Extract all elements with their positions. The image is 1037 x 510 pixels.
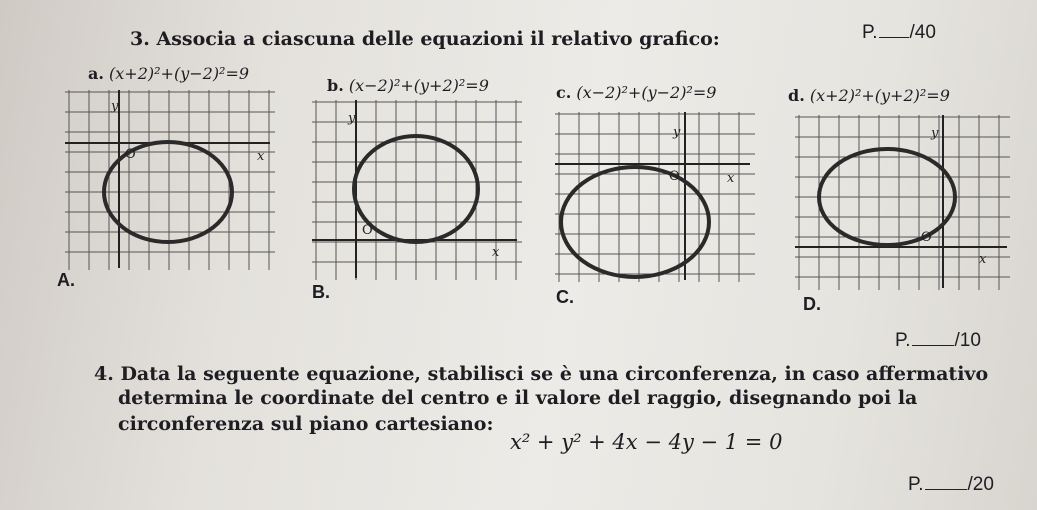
- equation-expr: (x−2)²+(y−2)²=9: [576, 83, 717, 102]
- score-prefix: P.: [862, 22, 878, 43]
- axis-label-y: y: [931, 126, 939, 141]
- q3-title: 3. Associa a ciascuna delle equazioni il relativo grafico:: [130, 28, 720, 50]
- equation-expr: (x−2)²+(y+2)²=9: [348, 76, 489, 95]
- origin-label: O: [362, 223, 373, 238]
- graph-letter-a: A.: [57, 270, 75, 290]
- q4-equation: x² + y² + 4x − 4y − 1 = 0: [510, 430, 783, 454]
- equation-c: [556, 83, 716, 102]
- axis-label-y: y: [348, 111, 356, 126]
- axis-label-y: y: [111, 99, 119, 114]
- graph-letter-c: C.: [556, 287, 574, 307]
- equation-expr: (x+2)²+(y−2)²=9: [109, 64, 250, 83]
- origin-label: O: [669, 169, 680, 184]
- grid-lines: [312, 100, 522, 280]
- axis-label-x: x: [979, 252, 987, 267]
- graph-c: [555, 112, 755, 282]
- grid-lines: [555, 112, 755, 282]
- axis-label-x: x: [492, 245, 500, 260]
- q4-line2: determina le coordinate del centro e il valore del raggio, disegnando poi la: [118, 387, 918, 409]
- score-q3: [862, 22, 936, 44]
- score-prefix: P.: [895, 330, 911, 351]
- axis-label-y: y: [673, 125, 681, 140]
- equation-label: d.: [788, 86, 805, 105]
- score-q5: [908, 474, 994, 496]
- score-blank: [879, 37, 909, 38]
- origin-label: O: [921, 230, 932, 245]
- graph-letter-b: B.: [312, 282, 330, 302]
- graph-a: [65, 90, 275, 270]
- score-total: /10: [954, 330, 981, 351]
- axis-label-x: x: [727, 171, 735, 186]
- q4-line3: circonferenza sul piano cartesiano:: [118, 413, 494, 435]
- axis-label-x: x: [257, 149, 265, 164]
- equation-expr: (x+2)²+(y+2)²=9: [809, 86, 950, 105]
- equation-label: b.: [327, 76, 344, 95]
- equation-d: [788, 86, 950, 105]
- circle: [561, 167, 709, 277]
- equation-b: [327, 76, 489, 95]
- origin-label: O: [125, 147, 136, 162]
- score-q4: [895, 330, 981, 352]
- score-total: /40: [909, 22, 936, 43]
- graph-d: [795, 115, 1010, 290]
- score-blank: [925, 489, 967, 490]
- equation-label: a.: [88, 64, 104, 83]
- score-total: /20: [967, 474, 994, 495]
- graph-letter-d: D.: [803, 294, 821, 314]
- graph-b: [312, 100, 522, 280]
- score-prefix: P.: [908, 474, 924, 495]
- q4-line1: 4. Data la seguente equazione, stabilisci se è una circonferenza, in caso affermativo: [94, 363, 989, 385]
- equation-label: c.: [556, 83, 572, 102]
- equation-a: [88, 64, 249, 83]
- score-blank: [912, 345, 954, 346]
- grid-lines: [795, 115, 1010, 290]
